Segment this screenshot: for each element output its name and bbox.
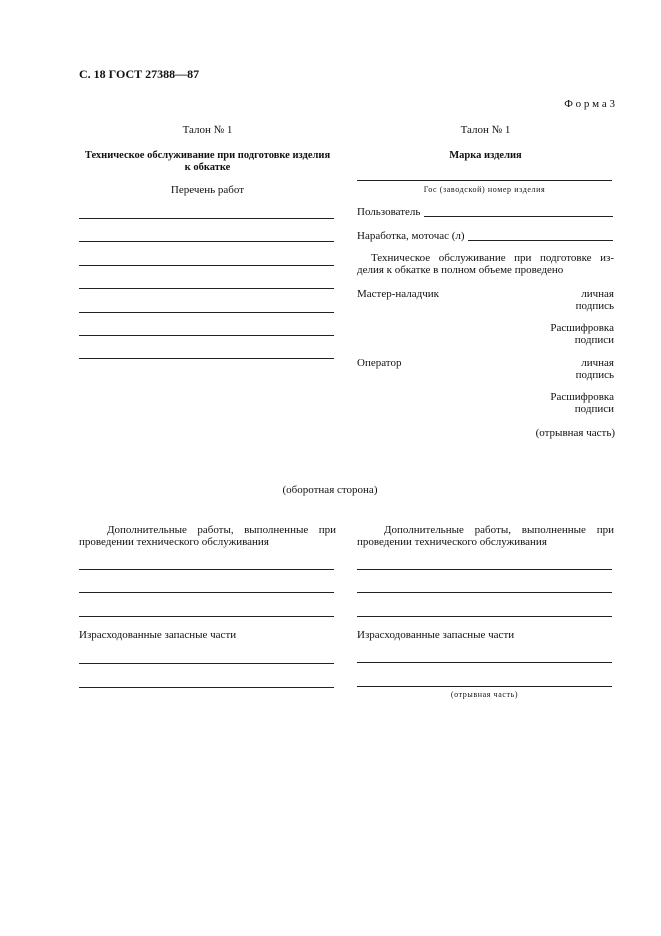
reverse-left-parts-label: Израсходованные запасные части: [79, 629, 237, 641]
works-entry-line[interactable]: [79, 241, 334, 242]
left-talon-subtitle-line1: Техническое обслуживание при подготовке изделия: [84, 150, 331, 161]
signature2-line1: личная: [581, 357, 614, 369]
decode1-line2: подписи: [574, 334, 614, 346]
statement-line2: делия к обкатке в полном объеме проведено: [357, 264, 564, 276]
reverse-left-extra-line[interactable]: [79, 569, 334, 570]
form-label: Ф о р м а 3: [564, 98, 615, 110]
reverse-right-extra-line[interactable]: [357, 616, 612, 617]
reverse-left-parts-line[interactable]: [79, 663, 334, 664]
works-entry-line[interactable]: [79, 312, 334, 313]
decode2-line1: Расшифровка: [550, 391, 614, 403]
works-entry-line[interactable]: [79, 288, 334, 289]
works-entry-line[interactable]: [79, 265, 334, 266]
works-entry-line[interactable]: [79, 358, 334, 359]
left-talon-title: Талон № 1: [182, 124, 233, 136]
reverse-left-parts-line[interactable]: [79, 687, 334, 688]
reg-number-line[interactable]: [357, 180, 612, 181]
hours-label: Наработка, моточас (л): [357, 230, 465, 242]
reverse-tear-off-label: (отрывная часть): [450, 690, 519, 699]
signature1-line2: подпись: [575, 300, 614, 312]
reverse-left-extra-line2: проведении технического обслуживания: [79, 536, 269, 548]
works-list-label: Перечень работ: [170, 184, 245, 196]
user-label: Пользователь: [357, 206, 421, 218]
statement-line1: Техническое обслуживание при подготовке из-: [371, 252, 614, 264]
signature1-line1: личная: [581, 288, 614, 300]
reverse-right-parts-label: Израсходованные запасные части: [357, 629, 515, 641]
reverse-right-parts-line[interactable]: [357, 686, 612, 687]
reverse-left-extra-line1: Дополнительные работы, выполненные при: [107, 524, 336, 536]
master-label: Мастер-наладчик: [357, 288, 439, 300]
right-talon-title: Талон № 1: [460, 124, 511, 136]
decode2-line2: подписи: [574, 403, 614, 415]
hours-field-line[interactable]: [468, 240, 613, 241]
decode1-line1: Расшифровка: [550, 322, 614, 334]
brand-label: Марка изделия: [449, 150, 522, 161]
works-entry-line[interactable]: [79, 218, 334, 219]
reverse-side-label: (оборотная сторона): [282, 484, 378, 496]
reverse-right-extra-line[interactable]: [357, 569, 612, 570]
reverse-right-extra-line2: проведении технического обслуживания: [357, 536, 547, 548]
reverse-right-extra-line1: Дополнительные работы, выполненные при: [384, 524, 614, 536]
user-field-line[interactable]: [424, 216, 613, 217]
operator-label: Оператор: [357, 357, 402, 369]
signature2-line2: подпись: [575, 369, 614, 381]
works-entry-line[interactable]: [79, 335, 334, 336]
reverse-left-extra-line[interactable]: [79, 616, 334, 617]
reg-number-caption: Гос (заводской) номер изделия: [423, 185, 546, 194]
page-title: С. 18 ГОСТ 27388—87: [79, 67, 200, 81]
left-talon-subtitle-line2: к обкатке: [184, 162, 231, 173]
reverse-right-extra-line[interactable]: [357, 592, 612, 593]
reverse-right-parts-line[interactable]: [357, 662, 612, 663]
tear-off-label: (отрывная часть): [535, 427, 615, 439]
reverse-left-extra-line[interactable]: [79, 592, 334, 593]
